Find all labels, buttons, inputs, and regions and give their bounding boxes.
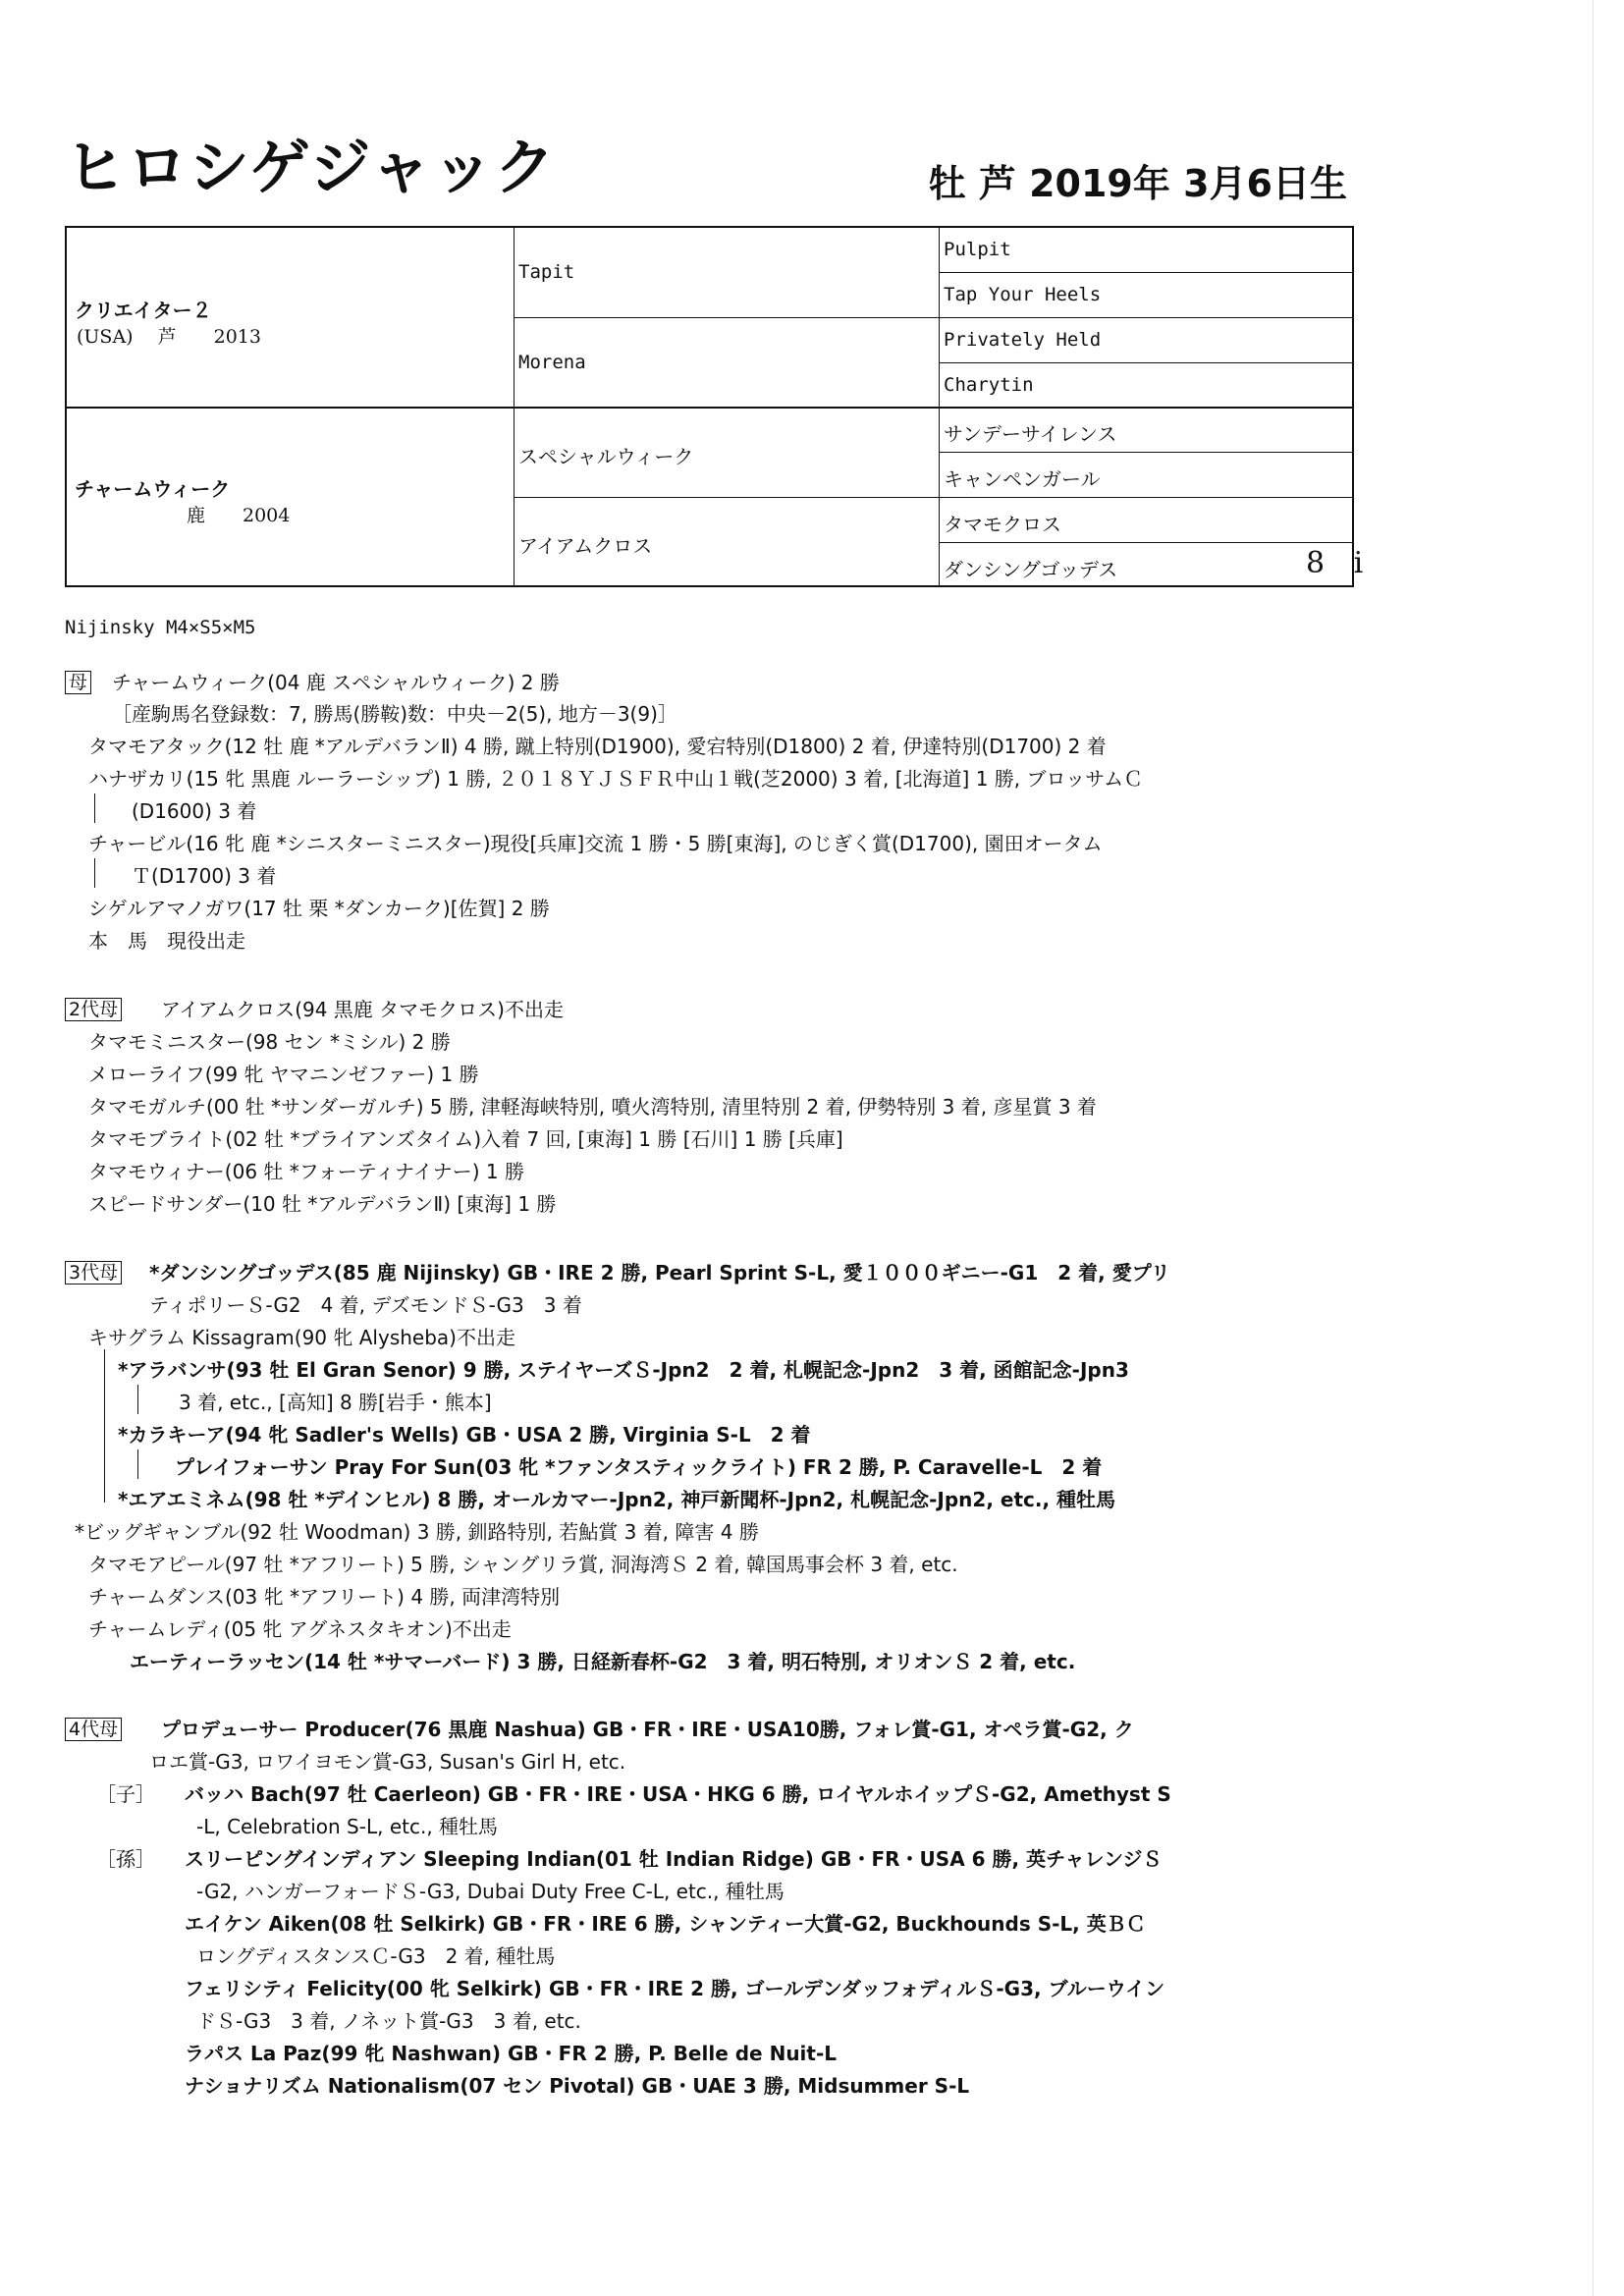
third-dam-line: タマモアピール(97 牡 *アフリート) 5 勝, シャングリラ賞, 洞海湾Ｓ 2 着, 韓国馬事会杯 3 着, etc. bbox=[88, 1553, 958, 1576]
granddam-line: タマモブライト(02 牡 *ブライアンズタイム)入着 7 回, [東海] 1 勝 [石川] 1 勝 [兵庫] bbox=[88, 1127, 843, 1151]
third-dam-line: *アラバンサ(93 牡 El Gran Senor) 9 勝, ステイヤーズＳ-Jpn2 2 着, 札幌記念-Jpn2 3 着, 函館記念-Jpn3 bbox=[118, 1358, 1129, 1382]
third-dam-line: プレイフォーサン Pray For Sun(03 牝 *ファンタスティックライト) FR 2 勝, P. Caravelle-L 2 着 bbox=[175, 1455, 1103, 1479]
section-tag-granddam: 2代母 bbox=[65, 998, 122, 1021]
fourth-dam-line: -L, Celebration S-L, etc., 種牡馬 bbox=[196, 1815, 499, 1838]
offspring-label: ［子］ bbox=[96, 1782, 155, 1806]
g3-1: Pulpit bbox=[944, 239, 1011, 260]
third-dam-line: ティポリーＳ-G2 4 着, デズモンドＳ-G3 3 着 bbox=[149, 1293, 582, 1317]
fourth-dam-line: バッハ Bach(97 牡 Caerleon) GB・FR・IRE・USA・HKG 6 勝, ロイヤルホイップＳ-G2, Amethyst S bbox=[185, 1782, 1171, 1806]
fourth-dam-line: ナショナリズム Nationalism(07 セン Pivotal) GB・UAE 3 勝, Midsummer S-L bbox=[185, 2074, 970, 2098]
sire-detail: (USA) 芦 2013 bbox=[77, 326, 261, 348]
granddam-line: メローライフ(99 牝 ヤマニンゼファー) 1 勝 bbox=[88, 1063, 479, 1086]
granddam-line: スピードサンダー(10 牡 *アルデバランⅡ) [東海] 1 勝 bbox=[88, 1192, 557, 1216]
dam-line: 本 馬 現役出走 bbox=[88, 929, 245, 953]
sire-name: クリエイター２ bbox=[75, 299, 212, 322]
third-dam-line: *カラキーア(94 牝 Sadler's Wells) GB・USA 2 勝, Virginia S-L 2 着 bbox=[118, 1423, 811, 1447]
granddam-line: タマモウィナー(06 牡 *フォーティナイナー) 1 勝 bbox=[88, 1160, 525, 1183]
dam-line: タマモアタック(12 牡 鹿 *アルデバランⅡ) 4 勝, 蹴上特別(D1900), 愛宕特別(D1800) 2 着, 伊達特別(D1700) 2 着 bbox=[88, 735, 1107, 758]
dam-line: (D1600) 3 着 bbox=[132, 799, 257, 823]
inbreeding-note: Nijinsky M4×S5×M5 bbox=[65, 617, 256, 638]
third-dam-line: *ビッグギャンブル(92 牡 Woodman) 3 勝, 釧路特別, 若鮎賞 3 着, 障害 4 勝 bbox=[75, 1520, 759, 1544]
g3-4: Charytin bbox=[944, 374, 1034, 396]
dam-sire: スペシャルウィーク bbox=[518, 445, 694, 468]
dam-line: ［産駒馬名登録数：7, 勝馬(勝鞍)数：中央－2(5), 地方－3(9)］ bbox=[112, 702, 677, 726]
third-dam-line: エーティーラッセン(14 牡 *サマーバード) 3 勝, 日経新春杯-G2 3 着, 明石特別, オリオンＳ 2 着, etc. bbox=[130, 1650, 1076, 1673]
third-dam-line: チャームレディ(05 牝 アグネスタキオン)不出走 bbox=[88, 1617, 512, 1641]
granddam-line: アイアムクロス(94 黒鹿 タマモクロス)不出走 bbox=[161, 998, 564, 1021]
fourth-dam-line: ラパス La Paz(99 牝 Nashwan) GB・FR 2 勝, P. Belle de Nuit-L bbox=[185, 2042, 838, 2065]
fourth-dam-line: プロデューサー Producer(76 黒鹿 Nashua) GB・FR・IRE・USA10勝, フォレ賞-G1, オペラ賞-G2, ク bbox=[161, 1718, 1134, 1741]
fourth-dam-line: フェリシティ Felicity(00 牝 Selkirk) GB・FR・IRE 2 勝, ゴールデンダッフォディルＳ-G3, ブルーウイン bbox=[185, 1977, 1165, 2000]
dam-line: Ｔ(D1700) 3 着 bbox=[132, 864, 277, 888]
dam-line: チャービル(16 牝 鹿 *シニスターミニスター)現役[兵庫]交流 1 勝・5 勝[東海], のじぎく賞(D1700), 園田オータム bbox=[88, 832, 1103, 855]
dam-dam: アイアムクロス bbox=[518, 534, 653, 558]
granddam-line: タマモミニスター(98 セン *ミシル) 2 勝 bbox=[88, 1030, 451, 1054]
third-dam-line: *エアエミネム(98 牡 *デインヒル) 8 勝, オールカマー-Jpn2, 神戸新聞杯-Jpn2, 札幌記念-Jpn2, etc., 種牡馬 bbox=[118, 1488, 1116, 1511]
section-tag-dam: 母 bbox=[65, 671, 91, 694]
dam-name: チャームウィーク bbox=[75, 477, 231, 501]
dam-line: チャームウィーク(04 鹿 スペシャルウィーク) 2 勝 bbox=[112, 671, 560, 694]
g3-3: Privately Held bbox=[944, 329, 1102, 351]
family-code: 8 i bbox=[1306, 546, 1374, 580]
fourth-dam-line: ドＳ-G3 3 着, ノネット賞-G3 3 着, etc. bbox=[196, 2009, 581, 2033]
grandchildren-label: ［孫］ bbox=[96, 1847, 155, 1871]
section-tag-third-dam: 3代母 bbox=[65, 1261, 122, 1285]
fourth-dam-line: エイケン Aiken(08 牡 Selkirk) GB・FR・IRE 6 勝, シャンティー大賞-G2, Buckhounds S-L, 英ＢＣ bbox=[185, 1912, 1146, 1936]
sire-sire: Tapit bbox=[518, 261, 575, 283]
g3-8: ダンシングゴッデス bbox=[944, 558, 1118, 581]
fourth-dam-line: -G2, ハンガーフォードＳ-G3, Dubai Duty Free C-L, etc., 種牡馬 bbox=[196, 1880, 785, 1903]
third-dam-line: 3 着, etc., [高知] 8 勝[岩手・熊本] bbox=[179, 1391, 492, 1414]
g3-6: キャンペンガール bbox=[944, 467, 1101, 491]
fourth-dam-line: ロエ賞-G3, ロワイヨモン賞-G3, Susan's Girl H, etc. bbox=[149, 1750, 626, 1774]
g3-2: Tap Your Heels bbox=[944, 284, 1102, 305]
fourth-dam-line: スリーピングインディアン Sleeping Indian(01 牡 Indian Ridge) GB・FR・USA 6 勝, 英チャレンジＳ bbox=[185, 1847, 1163, 1871]
section-tag-fourth-dam: 4代母 bbox=[65, 1718, 122, 1741]
fourth-dam-line: ロングディスタンスＣ-G3 2 着, 種牡馬 bbox=[196, 1944, 556, 1968]
dam-detail: 鹿 2004 bbox=[187, 505, 291, 526]
g3-7: タマモクロス bbox=[944, 513, 1061, 536]
dam-line: ハナザカリ(15 牝 黒鹿 ルーラーシップ) 1 勝, ２０１８ＹＪＳＦＲ中山１戦(芝2000) 3 着, [北海道] 1 勝, ブロッサムＣ bbox=[88, 767, 1144, 791]
third-dam-line: *ダンシングゴッデス(85 鹿 Nijinsky) GB・IRE 2 勝, Pearl Sprint S-L, 愛１０００ギニー-G1 2 着, 愛プリ bbox=[149, 1261, 1170, 1285]
page-edge bbox=[1593, 0, 1594, 2296]
granddam-line: タマモガルチ(00 牡 *サンダーガルチ) 5 勝, 津軽海峡特別, 噴火湾特別, 清里特別 2 着, 伊勢特別 3 着, 彦星賞 3 着 bbox=[88, 1095, 1097, 1119]
pedigree-table bbox=[65, 226, 1374, 587]
birth-info: 牡 芦 2019年 3月6日生 bbox=[928, 162, 1347, 205]
third-dam-line: チャームダンス(03 牝 *アフリート) 4 勝, 両津湾特別 bbox=[88, 1585, 561, 1609]
dam-line: シゲルアマノガワ(17 牡 栗 *ダンカーク)[佐賀] 2 勝 bbox=[88, 897, 550, 920]
g3-5: サンデーサイレンス bbox=[944, 422, 1117, 446]
third-dam-line: キサグラム Kissagram(90 牝 Alysheba)不出走 bbox=[88, 1326, 515, 1349]
horse-name: ヒロシゲジャック bbox=[65, 132, 557, 203]
sire-dam: Morena bbox=[518, 352, 586, 373]
